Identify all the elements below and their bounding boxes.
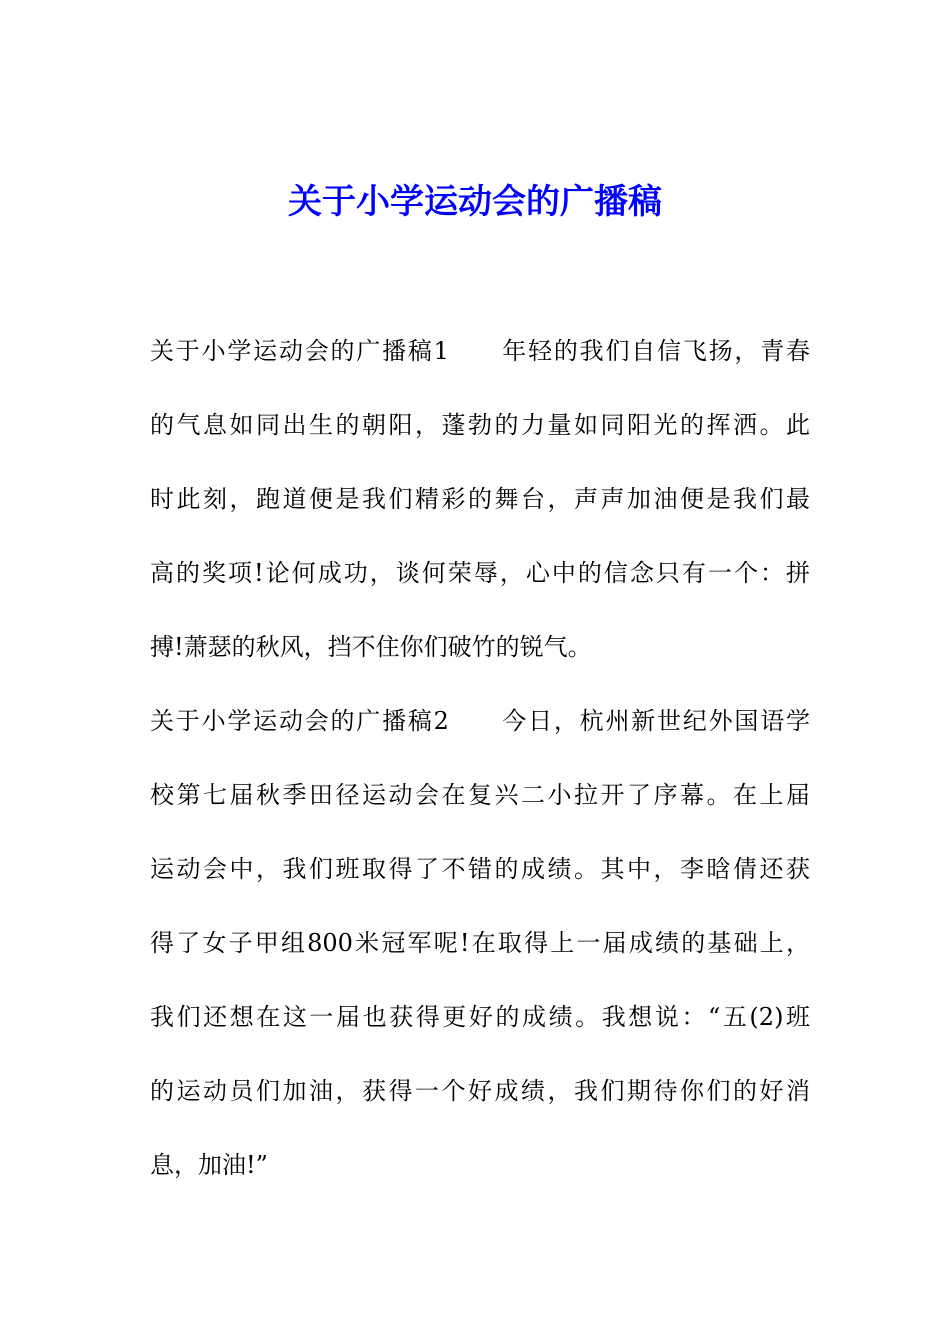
text-line: 我们还想在这一届也获得更好的成绩。我想说：“五(2)班 xyxy=(150,1003,810,1031)
text-line: 搏!萧瑟的秋风，挡不住你们破竹的锐气。 xyxy=(150,633,592,661)
text-line: 的运动员们加油，获得一个好成绩，我们期待你们的好消 xyxy=(150,1077,810,1105)
text-line: 息，加油!” xyxy=(150,1151,268,1179)
document-title: 关于小学运动会的广播稿 xyxy=(288,182,662,222)
paragraph-2 xyxy=(150,684,810,1202)
text-line: 高的奖项!论何成功，谈何荣辱，心中的信念只有一个：拼 xyxy=(150,559,810,587)
text-line: 校第七届秋季田径运动会在复兴二小拉开了序幕。在上届 xyxy=(150,781,810,809)
paragraph-1 xyxy=(150,314,810,684)
text-line: 时此刻，跑道便是我们精彩的舞台，声声加油便是我们最 xyxy=(150,485,810,513)
text-line: 运动会中，我们班取得了不错的成绩。其中，李晗倩还获 xyxy=(150,855,810,883)
text-line: 关于小学运动会的广播稿2 今日，杭州新世纪外国语学 xyxy=(150,707,810,735)
document-body xyxy=(150,314,810,1202)
text-line: 的气息如同出生的朝阳，蓬勃的力量如同阳光的挥洒。此 xyxy=(150,411,810,439)
text-line: 得了女子甲组800米冠军呢!在取得上一届成绩的基础上， xyxy=(150,929,810,957)
text-line: 关于小学运动会的广播稿1 年轻的我们自信飞扬，青春 xyxy=(150,337,810,365)
